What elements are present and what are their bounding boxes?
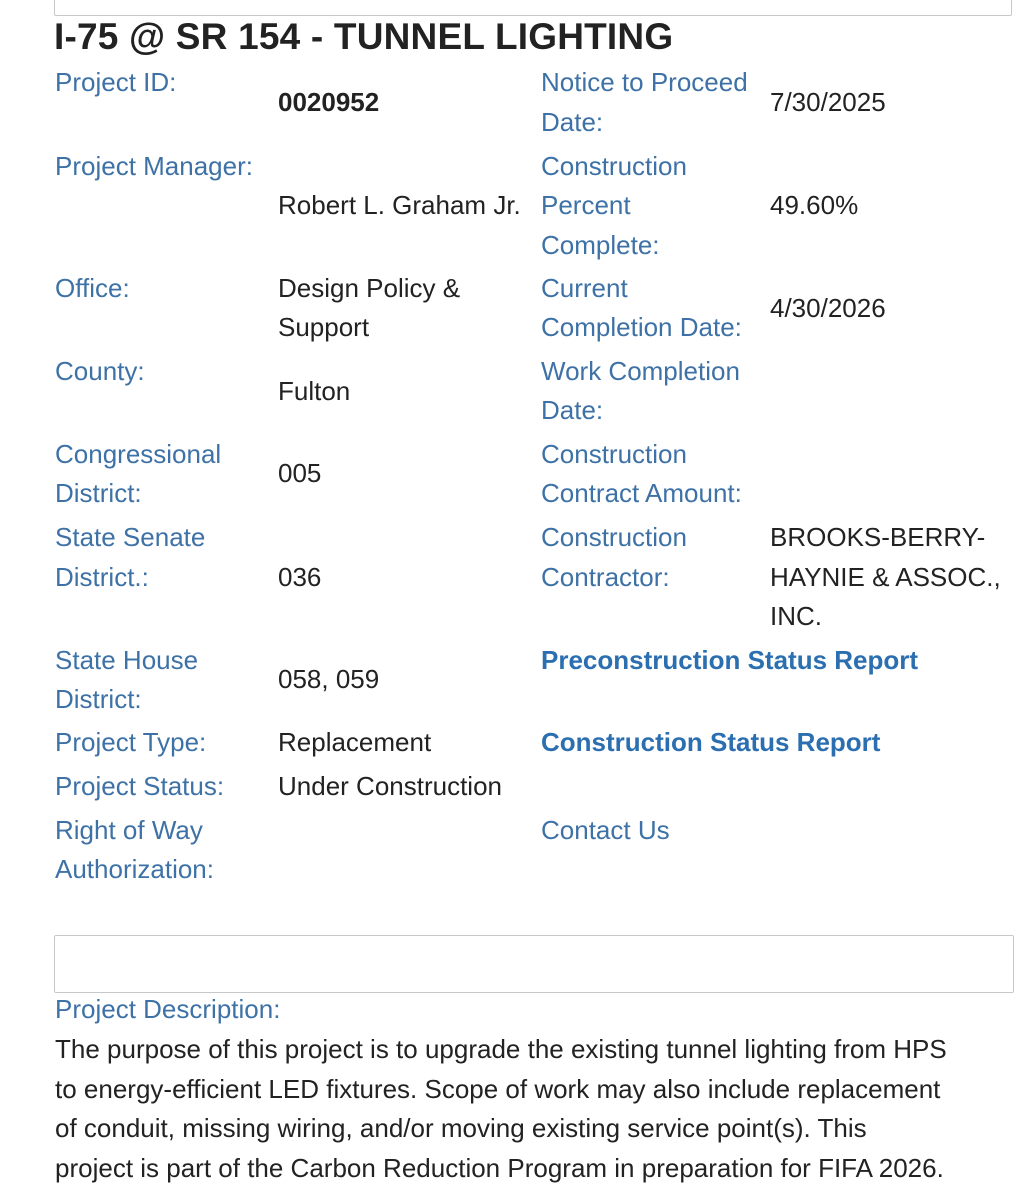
contact-us-link[interactable]: Contact Us [541,815,670,845]
contract-amount-label-line2: Contract Amount: [541,478,742,508]
contractor-value-line3: INC. [770,601,822,631]
office-value-line1: Design Policy & [278,273,461,303]
project-id-value: 0020952 [278,87,380,117]
project-manager-value: Robert L. Graham Jr. [278,190,521,220]
project-type-label: Project Type: [55,727,207,757]
description-line: to energy-efficient LED fixtures. Scope of work may also include replacement [55,1073,941,1104]
project-description-text [55,1030,1013,1188]
project-status-value: Under Construction [278,771,502,801]
project-id-label: Project ID: [55,67,177,97]
notice-to-proceed-label-line2: Date: [541,107,604,137]
state-senate-district-value: 036 [278,562,322,592]
contractor-label-line2: Contractor: [541,562,670,592]
contractor-value-line1: BROOKS-BERRY- [770,522,986,552]
state-house-district-label-line1: State House [55,645,199,675]
project-manager-label: Project Manager: [55,151,253,181]
congressional-district-label-line1: Congressional [55,439,222,469]
office-label: Office: [55,273,130,303]
top-info-box [54,0,1012,16]
contractor-value-line2: HAYNIE & ASSOC., [770,562,1001,592]
contractor-label-line1: Construction [541,522,687,552]
construction-status-report-link[interactable]: Construction Status Report [541,727,881,757]
office-value-line2: Support [278,312,370,342]
project-type-value: Replacement [278,727,432,757]
notice-to-proceed-value: 7/30/2025 [770,87,886,117]
congressional-district-value: 005 [278,458,322,488]
contract-amount-label-line1: Construction [541,439,687,469]
state-senate-district-label-line2: District.: [55,562,149,592]
right-of-way-label-line1: Right of Way [55,815,203,845]
preconstruction-status-report-link[interactable]: Preconstruction Status Report [541,645,919,675]
description-line: project is part of the Carbon Reduction Program in preparation for FIFA 2026. [55,1152,944,1183]
state-senate-district-label-line1: State Senate [55,522,206,552]
page-title: I-75 @ SR 154 - TUNNEL LIGHTING [54,16,674,57]
project-description-label: Project Description: [55,994,281,1024]
construction-percent-label-line1: Construction [541,151,687,181]
current-completion-value: 4/30/2026 [770,293,886,323]
project-status-label: Project Status: [55,771,225,801]
right-of-way-label-line2: Authorization: [55,854,214,884]
description-header-box [54,935,1014,993]
current-completion-label-line1: Current [541,273,628,303]
work-completion-label-line1: Work Completion [541,356,740,386]
state-house-district-label-line2: District: [55,684,142,714]
notice-to-proceed-label-line1: Notice to Proceed [541,67,748,97]
county-label: County: [55,356,145,386]
state-house-district-value: 058, 059 [278,664,380,694]
construction-percent-label-line3: Complete: [541,230,660,260]
construction-percent-label-line2: Percent [541,190,631,220]
work-completion-label-line2: Date: [541,395,604,425]
description-line: The purpose of this project is to upgrade the existing tunnel lighting from HPS [55,1034,947,1064]
construction-percent-value: 49.60% [770,190,859,220]
description-line: of conduit, missing wiring, and/or moving existing service point(s). This [55,1113,867,1143]
county-value: Fulton [278,376,351,406]
congressional-district-label-line2: District: [55,478,142,508]
current-completion-label-line2: Completion Date: [541,312,742,342]
